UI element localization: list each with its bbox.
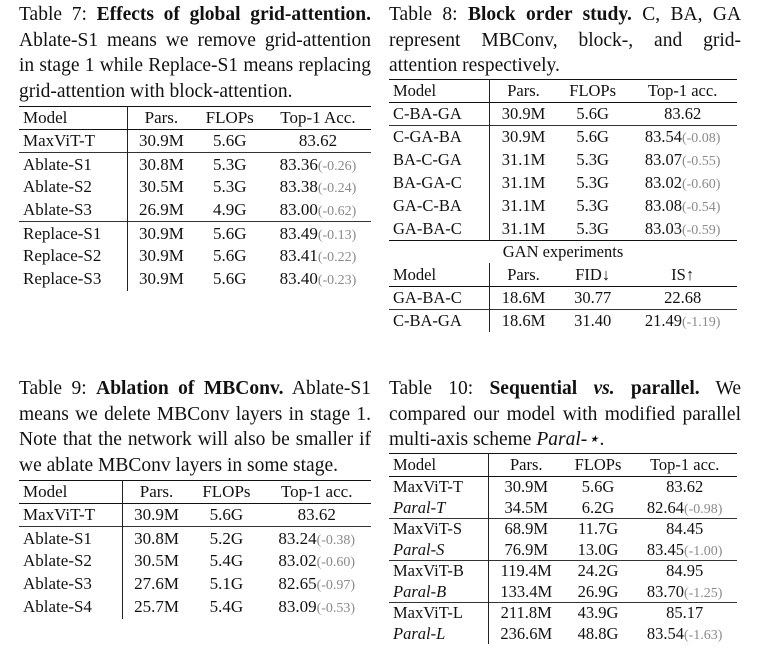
gan-header-pars: Pars. [507,264,540,284]
flops-cell: 5.6G [212,223,247,243]
flops-cell: 5.3G [576,149,609,169]
model-cell: MaxViT-B [389,560,488,581]
gan-header-fid: FID↓ [575,264,611,284]
fid-cell: 30.77 [574,287,612,307]
acc-cell [632,497,737,518]
table9-title: Ablation of MBConv. [96,378,284,399]
table7-header-acc: Top-1 Acc. [280,108,356,128]
table8-header-model: Model [389,79,489,102]
acc-cell [632,623,737,644]
acc-delta: (-0.60) [681,176,721,192]
acc-cell [262,504,371,527]
pars-cell: 211.8M [500,603,552,623]
model-cell: Replace-S2 [19,245,128,268]
acc-value: 83.24 [278,528,317,548]
table-row [389,560,737,581]
pars-cell: 27.6M [134,574,179,594]
table-row [389,518,737,539]
acc-delta: (-0.60) [316,555,356,571]
acc-cell [262,596,371,619]
pars-cell: 25.7M [134,597,179,617]
table-row [19,153,371,176]
pars-cell: 18.6M [501,287,546,307]
acc-cell [632,560,737,581]
acc-delta: (-1.25) [683,585,723,601]
model-cell: MaxViT-T [389,476,488,497]
table7-header-model: Model [19,107,128,130]
table-row [389,602,737,623]
model-cell: C-BA-GA [389,102,489,125]
model-cell: Paral-T [389,497,488,518]
table8 [389,79,737,333]
table8-block [389,2,741,332]
flops-cell: 11.7G [577,519,619,539]
table9-caption [19,376,371,478]
flops-cell: 4.9G [212,200,247,220]
acc-value: 82.64 [646,497,684,517]
pars-cell: 30.8M [138,154,184,174]
pars-cell: 236.6M [500,623,553,643]
acc-delta: (-0.97) [316,578,356,594]
table10 [389,453,737,645]
acc-value: 83.54 [646,623,684,643]
acc-value: 85.17 [666,603,704,623]
table9-block [19,376,371,619]
model-cell: Paral-S [389,539,488,560]
model-cell: BA-GA-C [389,171,489,194]
pars-cell: 30.5M [134,551,179,571]
table8-header-acc: Top-1 acc. [647,80,718,100]
acc-value: 83.08 [644,195,682,215]
table10-header-acc: Top-1 acc. [649,454,720,474]
table-row [19,596,371,619]
acc-cell [628,148,737,171]
table10-label: Table 10: [389,378,474,399]
acc-value: 83.62 [664,103,702,123]
table8-title: Block order study. [467,4,632,25]
pars-cell: 31.1M [501,218,546,238]
table9 [19,480,371,619]
flops-cell: 48.8G [577,623,619,643]
acc-value: 83.02 [644,172,682,192]
pars-cell: 30.9M [501,127,546,147]
acc-cell [262,573,371,596]
acc-value: 83.62 [666,477,704,497]
acc-delta: (-0.62) [317,204,357,220]
acc-value: 83.02 [278,551,317,571]
acc-delta: (-0.24) [317,181,357,197]
flops-cell: 5.3G [576,218,609,238]
is-delta: (-1.19) [681,315,721,331]
acc-cell [632,518,737,539]
table8-label: Table 8: [389,4,458,25]
acc-cell [265,176,371,199]
table7-caption [19,2,371,104]
pars-cell: 31.1M [501,172,546,192]
acc-value: 83.09 [278,597,317,617]
acc-value: 82.65 [278,574,317,594]
flops-cell: 5.2G [209,528,244,548]
acc-cell [632,476,737,497]
acc-value: 84.95 [666,561,704,581]
flops-cell: 5.6G [209,505,244,525]
acc-delta: (-0.59) [681,222,721,238]
acc-value: 83.36 [279,154,318,174]
model-cell: Paral-L [389,623,488,644]
acc-delta: (-0.08) [681,131,721,147]
model-cell: GA-BA-C [389,286,489,309]
table-row [389,194,737,217]
flops-cell: 5.3G [576,172,609,192]
table-row [389,125,737,148]
table8-header-flops: FLOPs [569,80,617,100]
flops-cell: 5.6G [581,477,615,497]
flops-cell: 5.6G [576,127,609,147]
table10-caption-italic: Paral-⋆ [536,429,600,451]
acc-delta: (-0.54) [681,199,721,215]
table-row [389,171,737,194]
table-row [389,476,737,497]
model-cell: Ablate-S2 [19,550,122,573]
table-row [19,130,371,153]
acc-value: 83.00 [279,200,318,220]
acc-value: 83.38 [279,177,318,197]
table-row [19,222,371,245]
fid-cell: 31.40 [574,311,612,331]
table8-caption [389,2,741,79]
table7 [19,106,371,291]
table10-header-model: Model [389,453,488,476]
table10-title-a: Sequential [489,378,578,399]
flops-cell: 5.6G [212,131,247,151]
acc-delta: (-0.13) [317,227,357,243]
flops-cell: 5.3G [212,177,247,197]
table9-header-acc: Top-1 acc. [280,482,353,502]
acc-value: 83.54 [644,127,682,147]
model-cell: GA-BA-C [389,217,489,240]
table-row [19,504,371,527]
acc-value: 84.45 [666,519,704,539]
acc-cell [265,222,371,245]
pars-cell: 133.4M [500,581,553,601]
model-cell: Replace-S1 [19,222,128,245]
flops-cell: 13.0G [577,539,619,559]
model-cell: Ablate-S3 [19,199,128,222]
is-cell [628,309,737,332]
table10-caption-text: We compared our model with modified parallel multi-axis scheme [389,378,742,451]
table-row [19,176,371,199]
pars-cell: 68.9M [504,519,549,539]
acc-cell [628,125,737,148]
is-value: 21.49 [644,311,682,331]
table10-header-pars: Pars. [509,454,543,474]
model-cell: Ablate-S1 [19,153,128,176]
pars-cell: 31.1M [501,195,546,215]
acc-cell [265,268,371,291]
flops-cell: 5.3G [212,154,247,174]
model-cell: MaxViT-L [389,602,488,623]
table-row [389,217,737,240]
table-row [19,268,371,291]
acc-value: 83.07 [644,149,682,169]
flops-cell: 5.6G [576,103,609,123]
table9-header-flops: FLOPs [202,482,251,502]
table-row [389,539,737,560]
acc-cell [632,539,737,560]
acc-value: 83.62 [297,505,336,525]
acc-cell [628,217,737,240]
model-cell: C-GA-BA [389,125,489,148]
gan-experiments-title: GAN experiments [502,242,624,262]
acc-value: 83.45 [646,539,684,559]
table-row [389,581,737,602]
acc-cell [632,581,737,602]
acc-delta: (-0.98) [683,501,723,517]
model-cell: MaxViT-T [19,504,122,527]
table8-header-pars: Pars. [507,80,540,100]
flops-cell: 24.2G [577,561,619,581]
model-cell: Ablate-S2 [19,176,128,199]
pars-cell: 30.8M [134,528,179,548]
table9-header-model: Model [19,481,122,504]
acc-value: 83.49 [279,223,318,243]
pars-cell: 30.9M [138,269,184,289]
table10-caption [389,376,741,453]
table7-title: Effects of global grid-attention. [96,4,372,25]
table-row [389,497,737,518]
flops-cell: 5.3G [576,195,609,215]
model-cell: MaxViT-T [19,130,128,153]
model-cell: MaxViT-S [389,518,488,539]
table7-block [19,2,371,291]
pars-cell: 30.9M [138,131,184,151]
table-row [19,573,371,596]
pars-cell: 30.9M [138,223,184,243]
table7-header-flops: FLOPs [205,108,254,128]
table-row [389,309,737,332]
acc-delta: (-0.23) [317,273,357,289]
acc-cell [262,550,371,573]
pars-cell: 119.4M [500,561,552,581]
gan-header-is: IS↑ [671,264,695,284]
acc-cell [265,130,371,153]
acc-value: 83.03 [644,218,682,238]
flops-cell: 5.1G [209,574,244,594]
table10-header-flops: FLOPs [574,454,622,474]
table-row [19,527,371,550]
flops-cell: 5.4G [209,597,244,617]
acc-value: 83.40 [279,269,318,289]
is-value: 22.68 [664,287,702,307]
acc-delta: (-1.00) [683,543,723,559]
model-cell: C-BA-GA [389,309,489,332]
acc-value: 83.41 [279,246,318,266]
table7-header-pars: Pars. [144,108,179,128]
flops-cell: 43.9G [577,603,619,623]
table9-caption-text: Ablate-S1 means we delete MBConv layers in stage 1. Note that the network will also be smaller if we ablate MBConv layers in some stage. [19,378,371,476]
pars-cell: 31.1M [501,149,546,169]
acc-cell [628,102,737,125]
table9-label: Table 9: [19,378,87,399]
acc-delta: (-1.63) [683,627,723,643]
table10-title-vs: vs. [593,378,615,399]
pars-cell: 30.9M [134,505,179,525]
flops-cell: 6.2G [581,497,615,517]
acc-cell [262,527,371,550]
acc-cell [265,199,371,222]
model-cell: Paral-B [389,581,488,602]
pars-cell: 26.9M [138,200,184,220]
acc-cell [628,194,737,217]
pars-cell: 76.9M [504,539,549,559]
model-cell: GA-C-BA [389,194,489,217]
pars-cell: 18.6M [501,311,546,331]
acc-delta: (-0.53) [316,601,356,617]
model-cell: Ablate-S4 [19,596,122,619]
acc-delta: (-0.26) [317,158,357,174]
table7-caption-text: Ablate-S1 means we remove grid-attention in stage 1 while Replace-S1 means replacing grid-attention with block-attention. [19,29,371,102]
pars-cell: 30.5M [138,177,184,197]
table-row [389,623,737,644]
flops-cell: 5.6G [212,246,247,266]
acc-cell [265,245,371,268]
flops-cell: 26.9G [577,581,619,601]
table10-block [389,376,741,644]
acc-delta: (-0.22) [317,250,357,266]
table-row [19,245,371,268]
table8-caption-text: C, BA, GA represent MBConv, block-, and grid-attention respectively. [389,4,742,77]
acc-delta: (-0.55) [681,153,721,169]
acc-delta: (-0.38) [316,532,356,548]
flops-cell: 5.6G [212,269,247,289]
acc-value: 83.62 [298,131,338,151]
pars-cell: 34.5M [504,497,549,517]
model-cell: Replace-S3 [19,268,128,291]
model-cell: Ablate-S3 [19,573,122,596]
pars-cell: 30.9M [138,246,184,266]
is-cell [628,286,737,309]
table10-caption-end: . [599,429,605,451]
table-row [389,102,737,125]
acc-cell [632,602,737,623]
model-cell: BA-C-GA [389,148,489,171]
table-row [389,286,737,309]
pars-cell: 30.9M [501,103,546,123]
table7-label: Table 7: [19,4,87,25]
flops-cell: 5.4G [209,551,244,571]
acc-value: 83.70 [646,581,684,601]
acc-cell [628,171,737,194]
table-row [19,199,371,222]
pars-cell: 30.9M [504,477,549,497]
gan-header-model: Model [389,263,489,286]
table9-header-pars: Pars. [139,482,174,502]
table10-title-b: parallel. [630,378,700,399]
model-cell: Ablate-S1 [19,527,122,550]
table-row [389,148,737,171]
acc-cell [265,153,371,176]
table-row [19,550,371,573]
